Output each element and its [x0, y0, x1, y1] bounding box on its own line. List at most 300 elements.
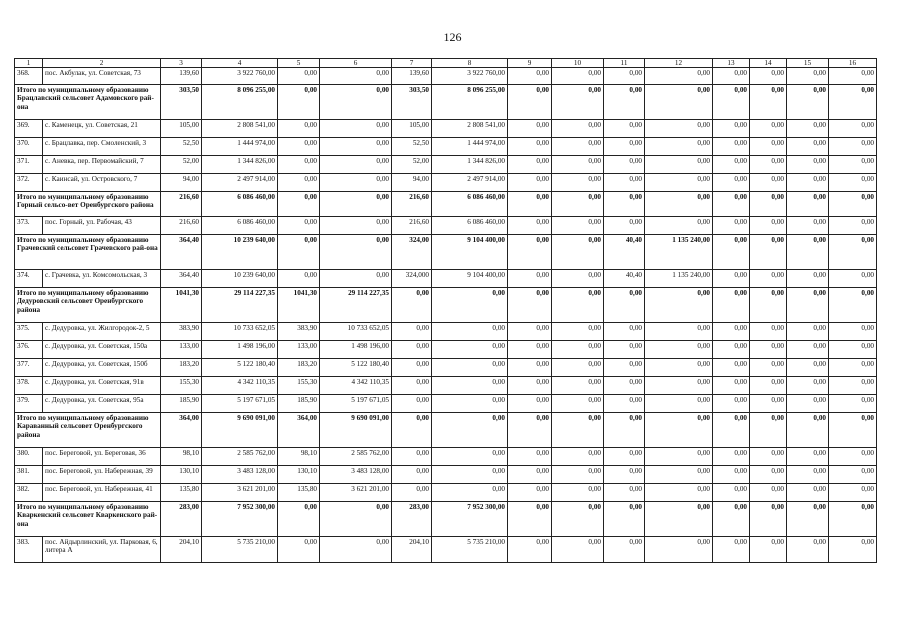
value-col-4: 1 498 196,00 [202, 341, 278, 359]
row-number: 378. [15, 377, 43, 395]
value-col-7: 0,00 [392, 448, 432, 466]
table-row [15, 323, 877, 341]
column-number-14: 14 [750, 59, 787, 68]
table-row [15, 341, 877, 359]
value-col-7: 324,000 [392, 270, 432, 288]
value-col-5: 130,10 [278, 466, 320, 484]
value-col-8: 0,00 [432, 466, 508, 484]
value-col-11: 0,00 [604, 174, 645, 192]
row-number: 382. [15, 484, 43, 502]
value-col-12: 0,00 [645, 68, 713, 85]
row-number: 372. [15, 174, 43, 192]
value-col-11: 0,00 [604, 323, 645, 341]
value-col-5: 0,00 [278, 120, 320, 138]
value-col-14: 0,00 [750, 120, 787, 138]
value-col-4: 3 483 128,00 [202, 466, 278, 484]
value-col-10: 0,00 [552, 323, 604, 341]
value-col-7: 216,60 [392, 217, 432, 235]
value-col-16: 0,00 [829, 156, 877, 174]
housing-program-table [14, 58, 877, 563]
value-col-12: 0,00 [645, 466, 713, 484]
address-cell: пос. Береговой, ул. Набережная, 41 [43, 484, 161, 502]
value-col-12: 0,00 [645, 323, 713, 341]
value-col-3: 216,60 [161, 217, 202, 235]
value-col-7: 52,00 [392, 156, 432, 174]
row-number: 370. [15, 138, 43, 156]
column-number-16: 16 [829, 59, 877, 68]
value-col-3: 52,50 [161, 138, 202, 156]
value-col-6: 0,00 [320, 156, 392, 174]
value-col-7: 303,50 [392, 85, 432, 120]
value-col-9: 0,00 [508, 395, 552, 413]
value-col-9: 0,00 [508, 377, 552, 395]
value-col-14: 0,00 [750, 395, 787, 413]
value-col-7: 139,60 [392, 68, 432, 85]
address-cell: пос. Айдырлинский, ул. Парковая, 6, литера А [43, 537, 161, 563]
value-col-6: 0,00 [320, 270, 392, 288]
table-row [15, 120, 877, 138]
value-col-10: 0,00 [552, 537, 604, 563]
value-col-8: 0,00 [432, 359, 508, 377]
value-col-15: 0,00 [787, 341, 829, 359]
value-col-7: 0,00 [392, 466, 432, 484]
value-col-4: 5 122 180,40 [202, 359, 278, 377]
value-col-15: 0,00 [787, 466, 829, 484]
row-number: 374. [15, 270, 43, 288]
value-col-16: 0,00 [829, 448, 877, 466]
value-col-3: 135,80 [161, 484, 202, 502]
value-col-16: 0,00 [829, 138, 877, 156]
value-col-6: 5 122 180,40 [320, 359, 392, 377]
row-number: 381. [15, 466, 43, 484]
value-col-9: 0,00 [508, 448, 552, 466]
value-col-14: 0,00 [750, 413, 787, 448]
value-col-6: 29 114 227,35 [320, 288, 392, 323]
value-col-12: 1 135 240,00 [645, 235, 713, 270]
value-col-8: 0,00 [432, 395, 508, 413]
value-col-3: 364,40 [161, 270, 202, 288]
column-number-3: 3 [161, 59, 202, 68]
value-col-3: 139,60 [161, 68, 202, 85]
value-col-10: 0,00 [552, 68, 604, 85]
value-col-5: 0,00 [278, 156, 320, 174]
value-col-13: 0,00 [713, 85, 750, 120]
value-col-13: 0,00 [713, 395, 750, 413]
value-col-9: 0,00 [508, 85, 552, 120]
value-col-13: 0,00 [713, 502, 750, 537]
value-col-5: 0,00 [278, 235, 320, 270]
value-col-16: 0,00 [829, 395, 877, 413]
value-col-3: 383,90 [161, 323, 202, 341]
value-col-3: 216,60 [161, 192, 202, 217]
value-col-8: 2 808 541,00 [432, 120, 508, 138]
value-col-5: 0,00 [278, 537, 320, 563]
municipality-total-label: Итого по муниципальному образованию Дедуровский сельсовет Оренбургского района [15, 288, 161, 323]
value-col-9: 0,00 [508, 288, 552, 323]
value-col-8: 6 086 460,00 [432, 217, 508, 235]
value-col-15: 0,00 [787, 413, 829, 448]
value-col-12: 0,00 [645, 377, 713, 395]
value-col-16: 0,00 [829, 68, 877, 85]
column-number-7: 7 [392, 59, 432, 68]
value-col-15: 0,00 [787, 68, 829, 85]
value-col-16: 0,00 [829, 502, 877, 537]
value-col-11: 0,00 [604, 85, 645, 120]
value-col-10: 0,00 [552, 377, 604, 395]
value-col-5: 364,00 [278, 413, 320, 448]
value-col-6: 3 621 201,00 [320, 484, 392, 502]
value-col-9: 0,00 [508, 138, 552, 156]
value-col-11: 0,00 [604, 359, 645, 377]
value-col-6: 0,00 [320, 120, 392, 138]
value-col-15: 0,00 [787, 270, 829, 288]
value-col-15: 0,00 [787, 138, 829, 156]
value-col-14: 0,00 [750, 323, 787, 341]
value-col-8: 5 735 210,00 [432, 537, 508, 563]
value-col-4: 2 808 541,00 [202, 120, 278, 138]
value-col-11: 0,00 [604, 377, 645, 395]
value-col-8: 0,00 [432, 377, 508, 395]
column-number-13: 13 [713, 59, 750, 68]
value-col-13: 0,00 [713, 120, 750, 138]
value-col-3: 130,10 [161, 466, 202, 484]
value-col-4: 8 096 255,00 [202, 85, 278, 120]
value-col-12: 0,00 [645, 120, 713, 138]
value-col-7: 52,50 [392, 138, 432, 156]
value-col-13: 0,00 [713, 413, 750, 448]
value-col-13: 0,00 [713, 288, 750, 323]
column-number-4: 4 [202, 59, 278, 68]
value-col-5: 1041,30 [278, 288, 320, 323]
value-col-8: 0,00 [432, 448, 508, 466]
page-number: 126 [443, 30, 462, 44]
value-col-15: 0,00 [787, 288, 829, 323]
value-col-16: 0,00 [829, 120, 877, 138]
municipality-total-label: Итого по муниципальному образованию Брацлавский сельсовет Адамовского рай-она [15, 85, 161, 120]
value-col-10: 0,00 [552, 120, 604, 138]
value-col-6: 0,00 [320, 85, 392, 120]
value-col-10: 0,00 [552, 359, 604, 377]
value-col-14: 0,00 [750, 377, 787, 395]
value-col-6: 4 342 110,35 [320, 377, 392, 395]
value-col-16: 0,00 [829, 323, 877, 341]
value-col-14: 0,00 [750, 156, 787, 174]
total-row [15, 502, 877, 537]
value-col-10: 0,00 [552, 174, 604, 192]
value-col-6: 0,00 [320, 217, 392, 235]
value-col-14: 0,00 [750, 537, 787, 563]
value-col-7: 0,00 [392, 395, 432, 413]
value-col-12: 1 135 240,00 [645, 270, 713, 288]
value-col-3: 133,00 [161, 341, 202, 359]
table-row [15, 377, 877, 395]
value-col-10: 0,00 [552, 484, 604, 502]
value-col-10: 0,00 [552, 448, 604, 466]
value-col-10: 0,00 [552, 413, 604, 448]
table-row [15, 138, 877, 156]
value-col-9: 0,00 [508, 174, 552, 192]
value-col-12: 0,00 [645, 484, 713, 502]
value-col-12: 0,00 [645, 537, 713, 563]
column-number-12: 12 [645, 59, 713, 68]
value-col-12: 0,00 [645, 413, 713, 448]
value-col-14: 0,00 [750, 359, 787, 377]
address-cell: с. Дедуровка, ул. Советская, 91в [43, 377, 161, 395]
row-number: 383. [15, 537, 43, 563]
value-col-9: 0,00 [508, 323, 552, 341]
value-col-13: 0,00 [713, 68, 750, 85]
value-col-6: 0,00 [320, 192, 392, 217]
value-col-7: 105,00 [392, 120, 432, 138]
value-col-4: 6 086 460,00 [202, 192, 278, 217]
value-col-11: 0,00 [604, 341, 645, 359]
value-col-13: 0,00 [713, 192, 750, 217]
column-number-11: 11 [604, 59, 645, 68]
value-col-16: 0,00 [829, 235, 877, 270]
value-col-15: 0,00 [787, 377, 829, 395]
value-col-6: 1 498 196,00 [320, 341, 392, 359]
value-col-16: 0,00 [829, 466, 877, 484]
address-cell: с. Грачевка, ул. Комсомольская, 3 [43, 270, 161, 288]
value-col-16: 0,00 [829, 377, 877, 395]
value-col-12: 0,00 [645, 341, 713, 359]
value-col-11: 0,00 [604, 395, 645, 413]
value-col-12: 0,00 [645, 448, 713, 466]
value-col-6: 0,00 [320, 537, 392, 563]
value-col-14: 0,00 [750, 341, 787, 359]
value-col-6: 0,00 [320, 138, 392, 156]
value-col-11: 40,40 [604, 235, 645, 270]
value-col-15: 0,00 [787, 85, 829, 120]
value-col-4: 10 733 652,05 [202, 323, 278, 341]
municipality-total-label: Итого по муниципальному образованию Горный сельсо-вет Оренбургского района [15, 192, 161, 217]
value-col-13: 0,00 [713, 235, 750, 270]
value-col-5: 0,00 [278, 192, 320, 217]
value-col-15: 0,00 [787, 537, 829, 563]
value-col-16: 0,00 [829, 288, 877, 323]
value-col-9: 0,00 [508, 156, 552, 174]
value-col-13: 0,00 [713, 341, 750, 359]
value-col-8: 0,00 [432, 341, 508, 359]
value-col-3: 185,90 [161, 395, 202, 413]
value-col-7: 216,60 [392, 192, 432, 217]
column-number-row [15, 59, 877, 68]
value-col-11: 0,00 [604, 502, 645, 537]
value-col-6: 0,00 [320, 235, 392, 270]
value-col-5: 98,10 [278, 448, 320, 466]
value-col-14: 0,00 [750, 217, 787, 235]
table-row [15, 270, 877, 288]
column-number-1: 1 [15, 59, 43, 68]
table-row [15, 68, 877, 85]
value-col-14: 0,00 [750, 448, 787, 466]
value-col-3: 364,00 [161, 413, 202, 448]
table-row [15, 448, 877, 466]
municipality-total-label: Итого по муниципальному образованию Караванный сельсовет Оренбургского района [15, 413, 161, 448]
value-col-10: 0,00 [552, 138, 604, 156]
value-col-5: 155,30 [278, 377, 320, 395]
value-col-9: 0,00 [508, 235, 552, 270]
value-col-13: 0,00 [713, 448, 750, 466]
address-cell: с. Брацлавка, пер. Смоленский, 3 [43, 138, 161, 156]
value-col-16: 0,00 [829, 341, 877, 359]
value-col-4: 5 735 210,00 [202, 537, 278, 563]
value-col-4: 10 239 640,00 [202, 270, 278, 288]
value-col-11: 0,00 [604, 448, 645, 466]
column-number-15: 15 [787, 59, 829, 68]
value-col-4: 6 086 460,00 [202, 217, 278, 235]
value-col-15: 0,00 [787, 217, 829, 235]
value-col-7: 0,00 [392, 359, 432, 377]
value-col-10: 0,00 [552, 192, 604, 217]
value-col-10: 0,00 [552, 466, 604, 484]
value-col-9: 0,00 [508, 68, 552, 85]
row-number: 377. [15, 359, 43, 377]
value-col-3: 183,20 [161, 359, 202, 377]
value-col-7: 324,00 [392, 235, 432, 270]
row-number: 379. [15, 395, 43, 413]
value-col-5: 383,90 [278, 323, 320, 341]
value-col-6: 0,00 [320, 174, 392, 192]
value-col-6: 2 585 762,00 [320, 448, 392, 466]
value-col-5: 0,00 [278, 138, 320, 156]
value-col-8: 1 344 826,00 [432, 156, 508, 174]
value-col-3: 303,50 [161, 85, 202, 120]
row-number: 371. [15, 156, 43, 174]
value-col-7: 283,00 [392, 502, 432, 537]
value-col-11: 0,00 [604, 537, 645, 563]
municipality-total-label: Итого по муниципальному образованию Грачевский сельсовет Грачевского рай-она [15, 235, 161, 270]
value-col-3: 155,30 [161, 377, 202, 395]
value-col-11: 0,00 [604, 120, 645, 138]
value-col-14: 0,00 [750, 192, 787, 217]
value-col-5: 0,00 [278, 502, 320, 537]
value-col-15: 0,00 [787, 156, 829, 174]
value-col-3: 1041,30 [161, 288, 202, 323]
value-col-9: 0,00 [508, 120, 552, 138]
row-number: 368. [15, 68, 43, 85]
value-col-7: 204,10 [392, 537, 432, 563]
value-col-12: 0,00 [645, 502, 713, 537]
value-col-14: 0,00 [750, 235, 787, 270]
value-col-3: 98,10 [161, 448, 202, 466]
value-col-8: 7 952 300,00 [432, 502, 508, 537]
table-row [15, 537, 877, 563]
value-col-4: 7 952 300,00 [202, 502, 278, 537]
value-col-14: 0,00 [750, 174, 787, 192]
value-col-13: 0,00 [713, 138, 750, 156]
value-col-11: 0,00 [604, 288, 645, 323]
value-col-16: 0,00 [829, 484, 877, 502]
address-cell: с. Дедуровка, ул. Жилгородок-2, 5 [43, 323, 161, 341]
value-col-16: 0,00 [829, 174, 877, 192]
value-col-5: 0,00 [278, 174, 320, 192]
value-col-7: 0,00 [392, 323, 432, 341]
value-col-16: 0,00 [829, 270, 877, 288]
value-col-3: 364,40 [161, 235, 202, 270]
row-number: 375. [15, 323, 43, 341]
value-col-16: 0,00 [829, 537, 877, 563]
table-row [15, 174, 877, 192]
value-col-10: 0,00 [552, 395, 604, 413]
table-row [15, 217, 877, 235]
value-col-13: 0,00 [713, 484, 750, 502]
value-col-10: 0,00 [552, 235, 604, 270]
value-col-3: 204,10 [161, 537, 202, 563]
address-cell: с. Аневка, пер. Первомайский, 7 [43, 156, 161, 174]
table-row [15, 466, 877, 484]
column-number-8: 8 [432, 59, 508, 68]
value-col-4: 1 444 974,00 [202, 138, 278, 156]
value-col-4: 4 342 110,35 [202, 377, 278, 395]
value-col-15: 0,00 [787, 235, 829, 270]
value-col-3: 52,00 [161, 156, 202, 174]
value-col-15: 0,00 [787, 395, 829, 413]
value-col-5: 0,00 [278, 85, 320, 120]
value-col-10: 0,00 [552, 341, 604, 359]
value-col-13: 0,00 [713, 537, 750, 563]
value-col-3: 283,00 [161, 502, 202, 537]
value-col-3: 105,00 [161, 120, 202, 138]
value-col-8: 0,00 [432, 413, 508, 448]
address-cell: с. Дедуровка, ул. Советская, 150б [43, 359, 161, 377]
value-col-9: 0,00 [508, 359, 552, 377]
value-col-7: 0,00 [392, 377, 432, 395]
value-col-5: 185,90 [278, 395, 320, 413]
table-row [15, 395, 877, 413]
value-col-9: 0,00 [508, 466, 552, 484]
column-number-5: 5 [278, 59, 320, 68]
total-row [15, 192, 877, 217]
value-col-12: 0,00 [645, 156, 713, 174]
value-col-6: 0,00 [320, 68, 392, 85]
value-col-6: 0,00 [320, 502, 392, 537]
value-col-8: 6 086 460,00 [432, 192, 508, 217]
total-row [15, 85, 877, 120]
value-col-4: 5 197 671,05 [202, 395, 278, 413]
value-col-14: 0,00 [750, 502, 787, 537]
row-number: 369. [15, 120, 43, 138]
value-col-15: 0,00 [787, 323, 829, 341]
value-col-5: 135,80 [278, 484, 320, 502]
value-col-8: 0,00 [432, 323, 508, 341]
value-col-7: 0,00 [392, 341, 432, 359]
value-col-7: 0,00 [392, 484, 432, 502]
address-cell: пос. Береговой, ул. Береговая, 36 [43, 448, 161, 466]
address-cell: с. Дедуровка, ул. Советская, 150а [43, 341, 161, 359]
value-col-4: 9 690 091,00 [202, 413, 278, 448]
value-col-7: 94,00 [392, 174, 432, 192]
value-col-8: 3 922 760,00 [432, 68, 508, 85]
value-col-6: 5 197 671,05 [320, 395, 392, 413]
value-col-13: 0,00 [713, 466, 750, 484]
value-col-11: 0,00 [604, 413, 645, 448]
value-col-8: 9 104 400,00 [432, 270, 508, 288]
value-col-15: 0,00 [787, 359, 829, 377]
value-col-14: 0,00 [750, 270, 787, 288]
value-col-14: 0,00 [750, 484, 787, 502]
value-col-9: 0,00 [508, 192, 552, 217]
value-col-6: 9 690 091,00 [320, 413, 392, 448]
value-col-6: 3 483 128,00 [320, 466, 392, 484]
value-col-16: 0,00 [829, 217, 877, 235]
value-col-13: 0,00 [713, 323, 750, 341]
value-col-15: 0,00 [787, 484, 829, 502]
value-col-4: 1 344 826,00 [202, 156, 278, 174]
value-col-8: 1 444 974,00 [432, 138, 508, 156]
value-col-12: 0,00 [645, 217, 713, 235]
value-col-9: 0,00 [508, 502, 552, 537]
